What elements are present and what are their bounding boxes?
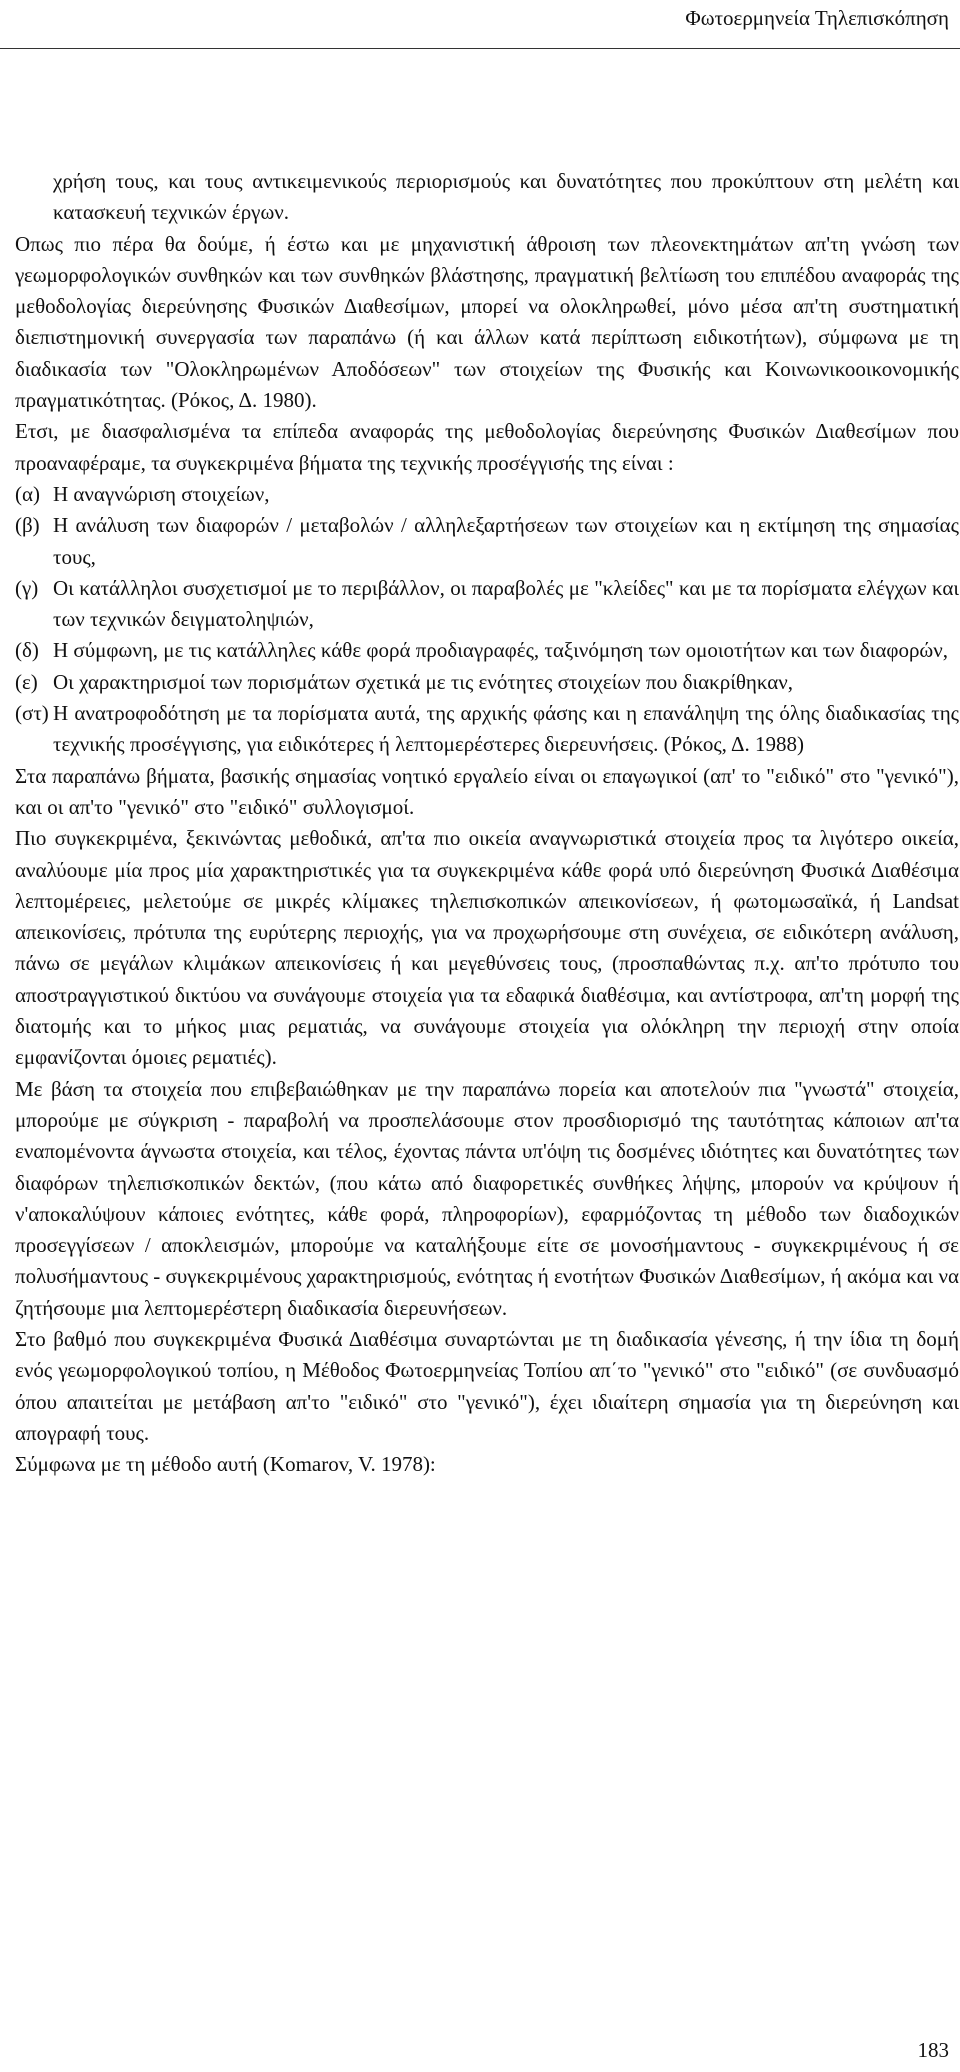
list-marker: (ε)	[15, 669, 38, 694]
list-item	[15, 698, 959, 761]
paragraph: Με βάση τα στοιχεία που επιβεβαιώθηκαν με την παραπάνω πορεία και αποτελούν πια "γνωστά" στοιχεία, μπορούμε με σύγκριση - παραβολή να προσπελάσουμε στον προσδιορισμό της ταυτότητας κάποιων απ'τα εναπομένοντα άγνωστα στοιχεία, και τέλος, έχοντας πάντα υπ'όψη τις δοσμένες ιδιότητες και δυνατότητες των διαφόρων τηλεπισκοπικών δεκτών, (που κάτω από διαφορετικές συνθήκες λήψης, μπορούν να κρύψουν ή ν'αποκαλύψουν κάποιες ενότητες, κάθε φορά, πληροφορίων), εφαρμόζοντας τη μέθοδο των διαδοχικών προσεγγίσεων / αποκλεισμών, μπορούμε να καταλήξουμε είτε σε μονοσήμαντους - συγκεκριμένους ή σε πολυσήμαντους - συγκεκριμένους χαρακτηρισμούς, ενότητας ή ενοτήτων Φυσικών Διαθεσίμων, ή ακόμα και να ζητήσουμε μια λεπτομερέστερη διαδικασία διερευνήσεων.	[15, 1076, 959, 1320]
header-rule	[0, 48, 960, 49]
list-marker: (στ)	[15, 701, 49, 726]
paragraph: Πιο συγκεκριμένα, ξεκινώντας μεθοδικά, απ'τα πιο οικεία αναγνωριστικά στοιχεία προς τα λιγότερο οικεία, αναλύουμε μία προς μία χαρακτηριστικές για τα συγκεκριμένα κάθε φορά υπό διερεύνηση Φυσικά Διαθέσιμα λεπτομέρειες, μελετούμε σε μικρές κλίμακες τηλεπισκοπικών απεικονίσεων, ή φωτομωσαϊκά, ή Landsat απεικονίσεις, πρότυπα της ευρύτερης περιοχής, για να προχωρήσουμε στη συνέχεια, σε ειδικότερη ανάλυση, πάνω σε μεγάλων κλιμάκων απεικονίσεις ή και μεγεθύνσεις τους, (προσπαθώντας π.χ. απ'το πρότυπο του αποστραγγιστικού δικτύου να συνάγουμε στοιχεία για τα εδαφικά διαθέσιμα, και αντίστροφα, απ'τη μορφή της διατομής και το μήκος μιας ρεματιάς, να συνάγουμε στοιχεία για ολόκληρη την περιοχή στην οποία εμφανίζονται όμοιες ρεματιές).	[15, 826, 959, 1070]
list-item	[15, 573, 959, 636]
list-item	[15, 667, 959, 698]
paragraph: Σύμφωνα με τη μέθοδο αυτή (Komarov, V. 1978):	[15, 1452, 436, 1477]
list-item	[15, 479, 959, 510]
list-item-text: Οι χαρακτηρισμοί των πορισμάτων σχετικά με τις ενότητες στοιχείων που διακρίθηκαν,	[53, 669, 794, 694]
paragraph: Στο βαθμό που συγκεκριμένα Φυσικά Διαθέσιμα συναρτώνται με τη διαδικασία γένεσης, ή την ίδια τη δομή ενός γεωμορφολογικού τοπίου, η Μέθοδος Φωτοερμηνείας Τοπίου απ΄το "γενικό" στο "ειδικό" (σε συνδυασμό όπου απαιτείται με μετάβαση απ'το "ειδικό" στο "γενικό"), έχει ιδιαίτερη σημασία για τη διερεύνηση και απογραφή τους.	[15, 1326, 959, 1445]
list-item-text: Η ανάλυση των διαφορών / μεταβολών / αλληλεξαρτήσεων των στοιχείων και η εκτίμηση της σημασίας τους,	[53, 513, 959, 569]
paragraph: Οπως πιο πέρα θα δούμε, ή έστω και με μηχανιστική άθροιση των πλεονεκτημάτων απ'τη γνώση των γεωμορφολογικών συνθηκών και των συνθηκών βλάστησης, πραγματική βελτίωση του επιπέδου αναφοράς της μεθοδολογίας διερεύνησης Φυσικών Διαθεσίμων, μπορεί να ολοκληρωθεί, μόνο μέσα απ'τη συστηματική διεπιστημονική συνεργασία των παραπάνω (ή και άλλων κατά περίπτωση ειδικοτήτων), σύμφωνα με τη διαδικασία των "Ολοκληρωμένων Αποδόσεων" των στοιχείων της Φυσικής και Κοινωνικοοικονομικής πραγματικότητας. (Ρόκος, Δ. 1980).	[15, 231, 959, 413]
list-marker: (δ)	[15, 638, 39, 663]
paragraph: Ετσι, με διασφαλισμένα τα επίπεδα αναφοράς της μεθοδολογίας διερεύνησης Φυσικών Διαθεσίμων που προαναφέραμε, τα συγκεκριμένα βήματα της τεχνικής προσέγγισής της είναι :	[15, 419, 959, 475]
list-item-text: Οι κατάλληλοι συσχετισμοί με το περιβάλλον, οι παραβολές με "κλείδες" και με τα πορίσματα ελέγχων και των τεχνικών δειγματοληψιών,	[53, 575, 959, 632]
list-item	[15, 635, 959, 666]
list-marker: (α)	[15, 481, 40, 506]
list-marker: (β)	[15, 513, 40, 538]
list-item-text: Η ανατροφοδότηση με τα πορίσματα αυτά, της αρχικής φάσης και η επανάληψη της όλης διαδικασίας της τεχνικής προσέγγισης, για ειδικότερες ή λεπτομερέστερες διερευνήσεις. (Ρόκος, Δ. 1988)	[53, 701, 959, 757]
steps-list	[15, 479, 959, 761]
list-item-text: Η σύμφωνη, με τις κατάλληλες κάθε φορά προδιαγραφές, ταξινόμηση των ομοιοτήτων και των διαφορών,	[53, 638, 948, 663]
page-body	[15, 166, 959, 1480]
running-header: Φωτοερμηνεία Τηλεπισκόπηση	[685, 6, 949, 30]
list-item-text: Η αναγνώριση στοιχείων,	[53, 481, 270, 506]
paragraph: Στα παραπάνω βήματα, βασικής σημασίας νοητικό εργαλείο είναι οι επαγωγικοί (απ' το "ειδικό" στο "γενικό"), και οι απ'το "γενικό" στο "ειδικό" συλλογισμοί.	[15, 763, 959, 819]
list-item	[15, 510, 959, 573]
page-number: 183	[917, 2038, 949, 2062]
list-marker: (γ)	[15, 575, 39, 600]
paragraph-continuation: χρήση τους, και τους αντικειμενικούς περιορισμούς και δυνατότητες που προκύπτουν στη μελέτη και κατασκευή τεχνικών έργων.	[53, 169, 959, 225]
